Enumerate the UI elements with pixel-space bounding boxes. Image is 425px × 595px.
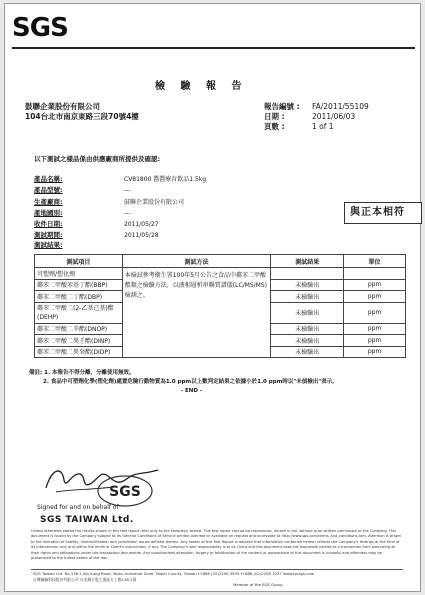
field-value: 2011/05/27 bbox=[124, 221, 159, 229]
field-label: 產地國別: bbox=[34, 208, 63, 217]
header-method: 測試方法 bbox=[122, 255, 271, 268]
seal-text: SGS bbox=[109, 484, 141, 500]
client-address: 104台北市南京東路三段70號4樓 bbox=[25, 112, 139, 121]
sample-labels bbox=[34, 174, 104, 242]
test-result: 未檢驗出 bbox=[271, 335, 344, 347]
field-label: 生產廠商: bbox=[34, 197, 63, 206]
page-count: 1 of 1 bbox=[312, 122, 334, 131]
test-result: 未檢驗出 bbox=[271, 346, 344, 358]
test-result: 未檢驗出 bbox=[271, 323, 344, 335]
test-result: 未檢驗出 bbox=[271, 302, 344, 323]
report-no-label: 報告編號 : bbox=[264, 102, 300, 111]
results-label: 測試結果: bbox=[34, 241, 63, 249]
test-unit: ppm bbox=[344, 335, 406, 347]
test-result bbox=[271, 268, 344, 280]
test-item: 鄰苯二甲酸苯基丁酯(BBP) bbox=[35, 279, 123, 291]
footer-line-1: SGS Taiwan Ltd. No.136-1,Wu Kung Road, Wuku Industrial Zone, Taipei County, Taiwan t+886 (02)2299 3939 f+886 (02)2299 3237 www.tw.sgs.com bbox=[33, 571, 315, 576]
sample-values bbox=[124, 174, 334, 242]
field-label: 產品名稱: bbox=[34, 175, 63, 183]
client-name: 鼓聯企業股份有限公司 bbox=[25, 102, 100, 111]
test-unit: ppm bbox=[344, 346, 406, 358]
footer-member: Member of the SGS Group bbox=[233, 582, 283, 587]
signed-label: Signed for and on behalf of bbox=[37, 504, 119, 511]
table-row bbox=[35, 268, 406, 280]
report-date: 2011/06/03 bbox=[312, 112, 356, 121]
report-no: FA/2011/55109 bbox=[312, 102, 369, 111]
test-unit: ppm bbox=[344, 323, 406, 335]
test-unit: ppm bbox=[344, 302, 406, 323]
header-rule bbox=[12, 47, 415, 49]
report-page bbox=[4, 3, 421, 592]
report-title: 檢 驗 報 告 bbox=[155, 81, 248, 92]
test-item: 鄰苯二甲酸二丁酯(DBP) bbox=[35, 291, 123, 303]
test-method: 本檢試參考衛生署100年5月公告之食品中鄰苯二甲酸酯類之檢驗方法，以液相層析串聯質譜儀(LC/MS/MS)檢測之。 bbox=[122, 268, 271, 358]
footer-rule bbox=[31, 569, 403, 570]
table-header-row bbox=[35, 255, 406, 268]
note-2: 2. 食品中可塑劑化學(塑化劑)處置危險行動物質為1.0 ppm以上數判定結果之依據小於1.0 ppm時以"未偵檢出"表示。 bbox=[43, 379, 338, 385]
results-table bbox=[34, 254, 406, 358]
note-1: 1. 本報告不得分離，分離使用無效。 bbox=[44, 370, 135, 376]
header-unit: 單位 bbox=[344, 255, 406, 268]
intro-text: 以下測試之樣品係由供應廠商所提供及確認: bbox=[34, 155, 161, 163]
footer-line-2: 台灣檢驗科技股份有限公司 台北縣五股工業區五工路136-1號 bbox=[33, 576, 137, 582]
certified-copy-stamp: 與正本相符 bbox=[344, 202, 422, 224]
test-result: 未檢驗出 bbox=[271, 279, 344, 291]
field-value: CV81800 醬醬療育飲品1.5kg bbox=[124, 176, 207, 183]
test-item: 鄰苯二甲酸二(2-乙基己基)酯(DEHP) bbox=[35, 302, 123, 323]
test-unit bbox=[344, 268, 406, 280]
field-value: 2011/05/28 bbox=[124, 232, 159, 240]
end-marker: - END - bbox=[180, 388, 203, 394]
date-label: 日期 : bbox=[264, 112, 285, 121]
notes-label: 備註: bbox=[29, 370, 43, 376]
test-result: 未檢驗出 bbox=[271, 291, 344, 303]
sgs-logo: SGS bbox=[12, 13, 68, 43]
header-item: 測試項目 bbox=[35, 255, 123, 268]
page-label: 頁數 : bbox=[264, 122, 285, 131]
sgs-seal-icon bbox=[95, 474, 155, 508]
test-unit: ppm bbox=[344, 279, 406, 291]
header-result: 測試結果 bbox=[271, 255, 344, 268]
field-label: 產品型號: bbox=[34, 186, 63, 195]
company-signature: SGS TAIWAN Ltd. bbox=[40, 515, 134, 525]
field-label: 測試期間: bbox=[34, 231, 63, 240]
field-value: --- bbox=[124, 187, 131, 195]
test-item: 可塑劑/塑化劑 bbox=[35, 268, 123, 280]
fine-print: Unless otherwise stated the results shown in this test report refer only to the sample(s) tested. This test report cannot be reproduced, except in full, without prior written permission of the Company. This document is issued by the Company subject to its General Conditions of Service printed overleaf or available on request and accessible at http://www.sgs.com/terms_and_conditions.htm. Attention is drawn to the limitation of liability, indemnification and jurisdiction issues defined therein. Any holder of this Test Report is advised that information contained hereon reflects the Company's findings at the time of its intervention only and within the limits of Client's instructions, if any. The Company's sole responsibility is to its Client and this document does not exonerate parties to a transaction from exercising all their rights and obligations under the transaction documents. Any unauthorized alteration, forgery or falsification of the content or appearance of this document is unlawful and offenders may be prosecuted to the fullest extent of the law. bbox=[31, 529, 402, 561]
field-value: 鼓聯企業股份有限公司 bbox=[124, 198, 185, 206]
test-item: 鄰苯二甲酸二異壬酯(DINP) bbox=[35, 335, 123, 347]
footer bbox=[33, 571, 314, 588]
test-item: 鄰苯二甲酸二異癸酯(DIDP) bbox=[35, 346, 123, 358]
test-unit: ppm bbox=[344, 291, 406, 303]
field-value: --- bbox=[124, 209, 131, 217]
field-label: 收件日期: bbox=[34, 220, 63, 229]
report-meta bbox=[264, 102, 369, 132]
notes-block bbox=[29, 369, 414, 396]
test-item: 鄰苯二甲酸二辛酯(DNOP) bbox=[35, 323, 123, 335]
